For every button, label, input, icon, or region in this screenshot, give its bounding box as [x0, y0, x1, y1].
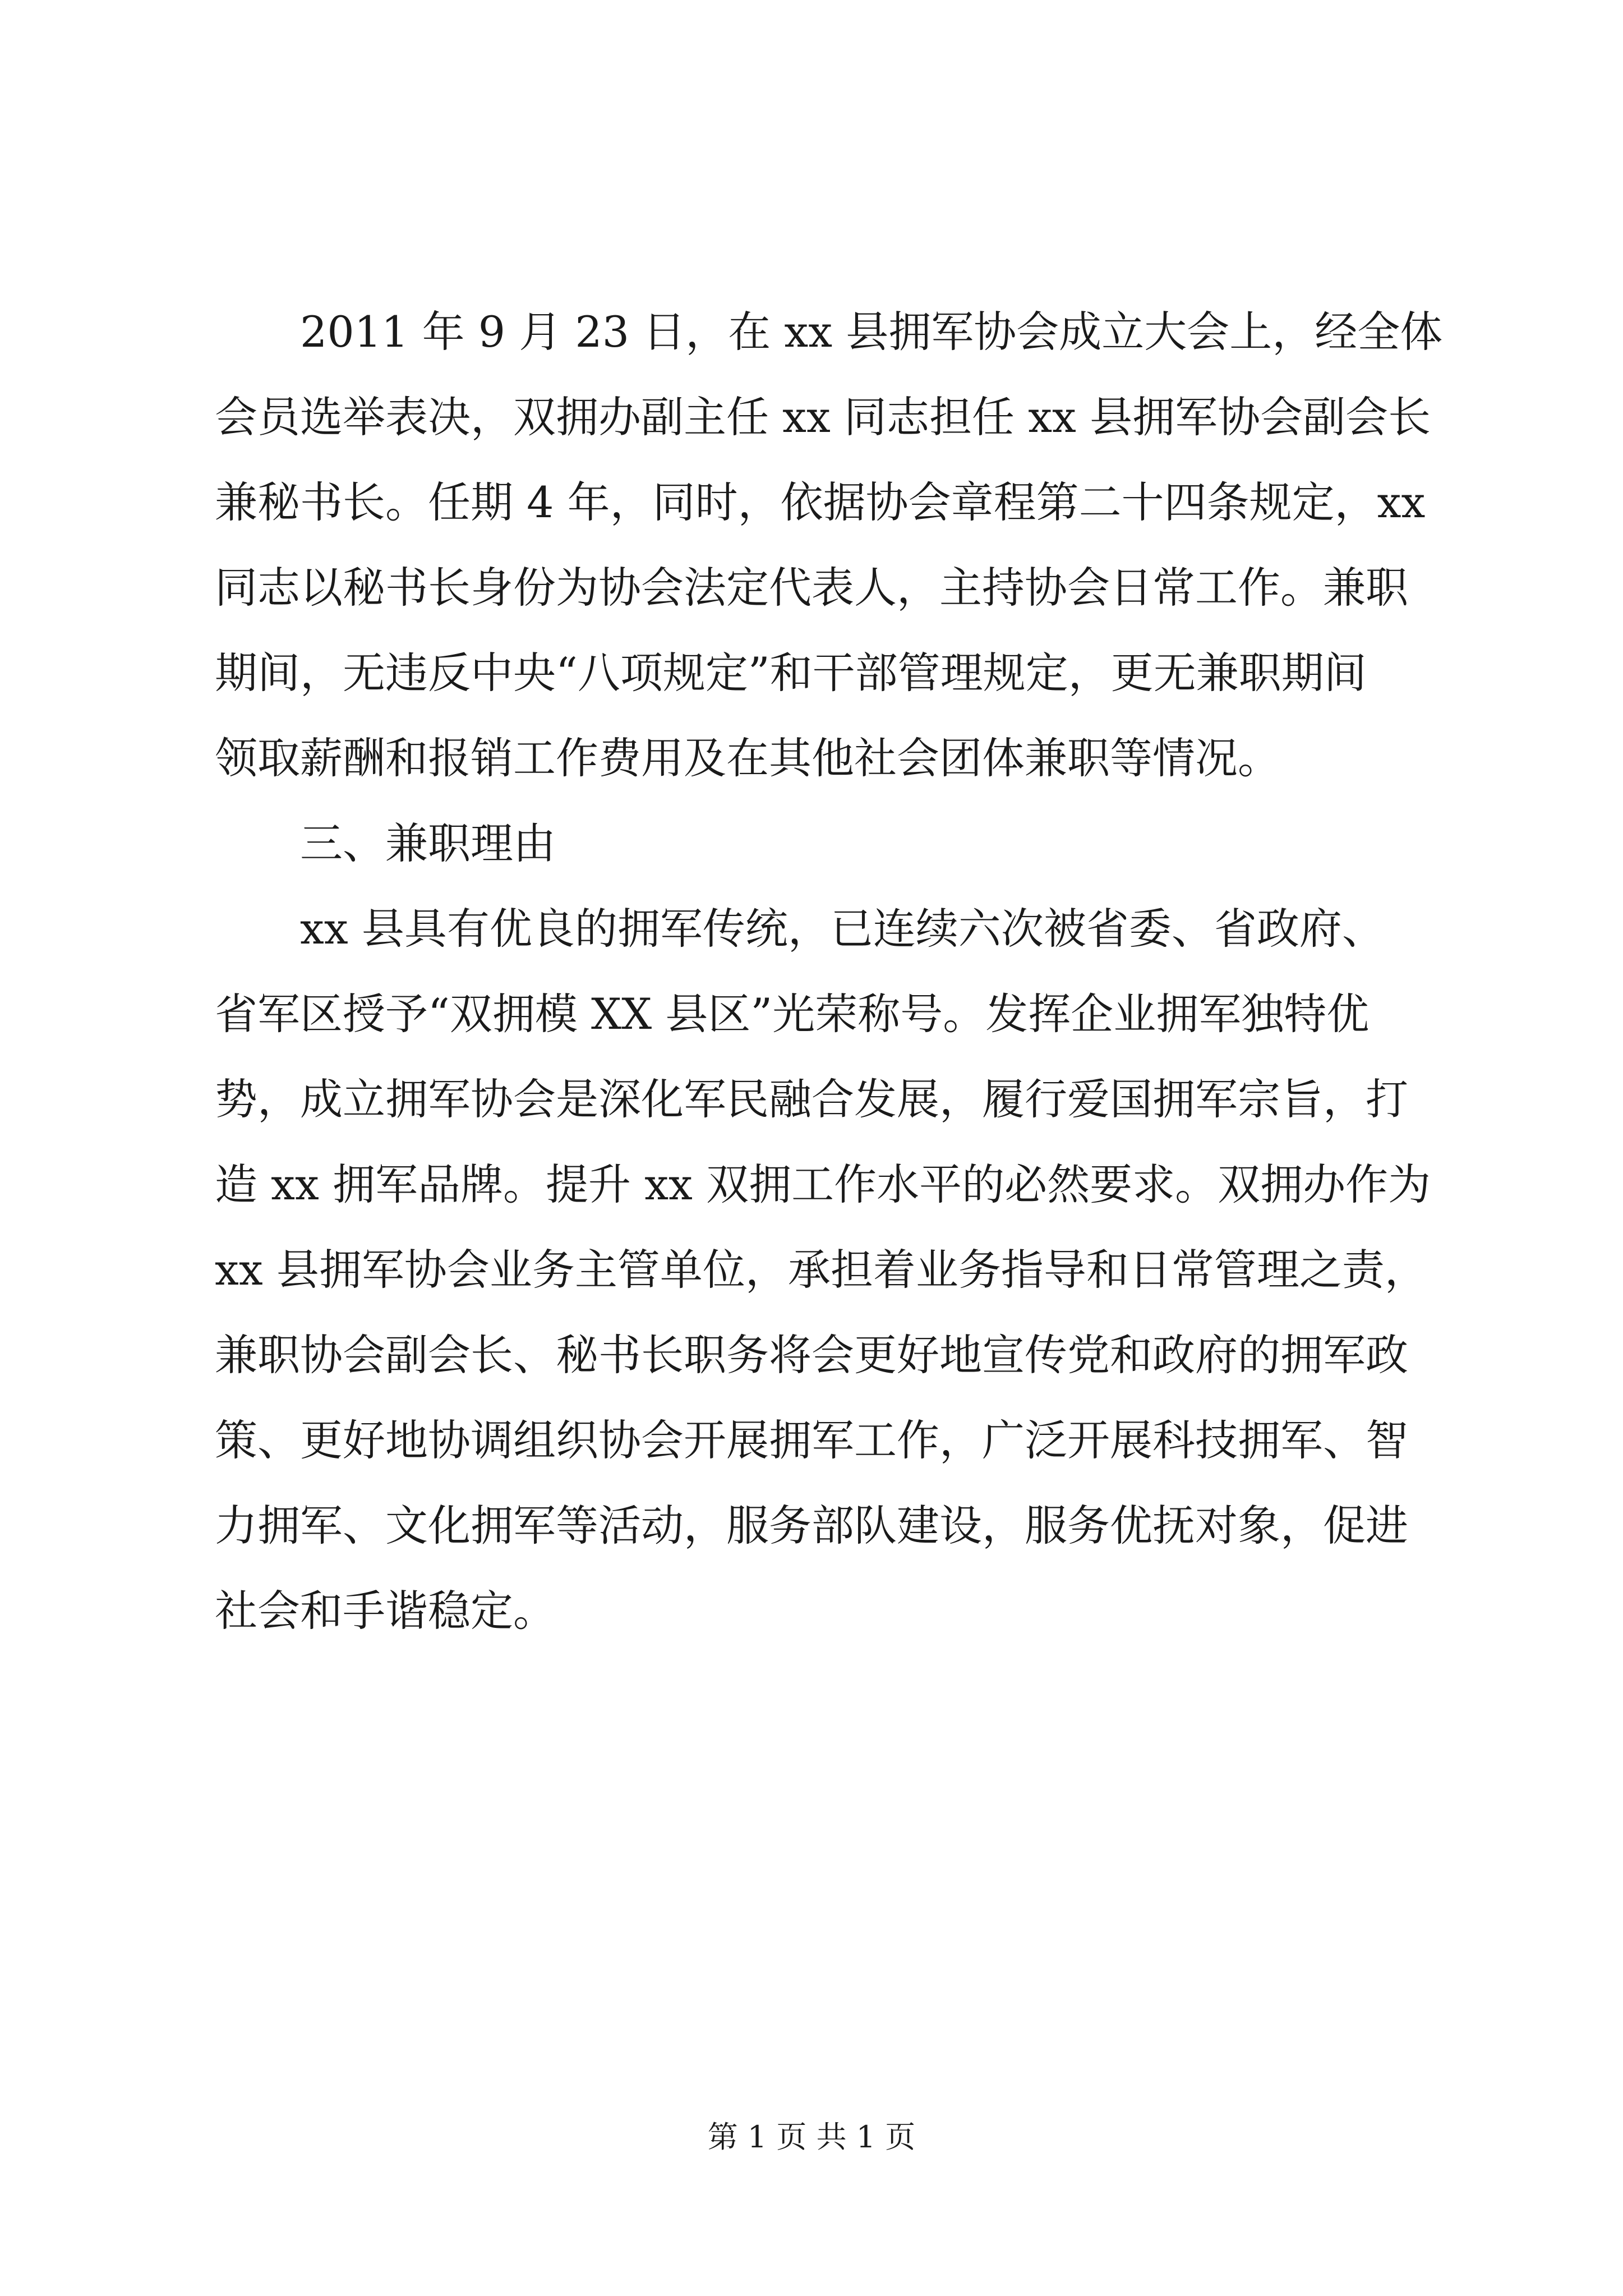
- paragraph-1-line-5: 期间，无违反中央“八项规定”和干部管理规定，更无兼职期间: [215, 648, 1367, 698]
- paragraph-2-line-7: 策、更好地协调组织协会开展拥军工作，广泛开展科技拥军、智: [215, 1415, 1408, 1465]
- paragraph-2-line-2: 省军区授予“双拥模 XX 县区”光荣称号。发挥企业拥军独特优: [215, 989, 1370, 1039]
- section-heading: 三、兼职理由: [300, 818, 556, 868]
- document-body: [215, 289, 1443, 1654]
- paragraph-1-line-6: 领取薪酬和报销工作费用及在其他社会团体兼职等情况。: [215, 733, 1280, 783]
- paragraph-2-line-1: xx 县具有优良的拥军传统，已连续六次被省委、省政府、: [300, 904, 1385, 954]
- paragraph-1-line-1: 2011 年 9 月 23 日，在 xx 县拥军协会成立大会上，经全体: [300, 307, 1443, 357]
- paragraph-2-line-9: 社会和手谐稳定。: [215, 1586, 556, 1636]
- paragraph-2-line-8: 力拥军、文化拥军等活动，服务部队建设，服务优抚对象，促进: [215, 1501, 1408, 1550]
- paragraph-2-line-3: 势，成立拥军协会是深化军民融合发展，履行爱国拥军宗旨，打: [215, 1074, 1408, 1124]
- paragraph-1-line-4: 同志以秘书长身份为协会法定代表人，主持协会日常工作。兼职: [215, 563, 1408, 613]
- paragraph-1-line-3: 兼秘书长。任期 4 年，同时，依据协会章程第二十四条规定，xx: [215, 477, 1426, 527]
- paragraph-2-line-4: 造 xx 拥军品牌。提升 xx 双拥工作水平的必然要求。双拥办作为: [215, 1159, 1431, 1209]
- paragraph-2-line-6: 兼职协会副会长、秘书长职务将会更好地宣传党和政府的拥军政: [215, 1330, 1408, 1380]
- page-number-footer: 第 1 页 共 1 页: [707, 2119, 916, 2155]
- paragraph-2-line-5: xx 县拥军协会业务主管单位，承担着业务指导和日常管理之责，: [215, 1245, 1427, 1295]
- paragraph-1-line-2: 会员选举表决，双拥办副主任 xx 同志担任 xx 县拥军协会副会长: [215, 392, 1431, 442]
